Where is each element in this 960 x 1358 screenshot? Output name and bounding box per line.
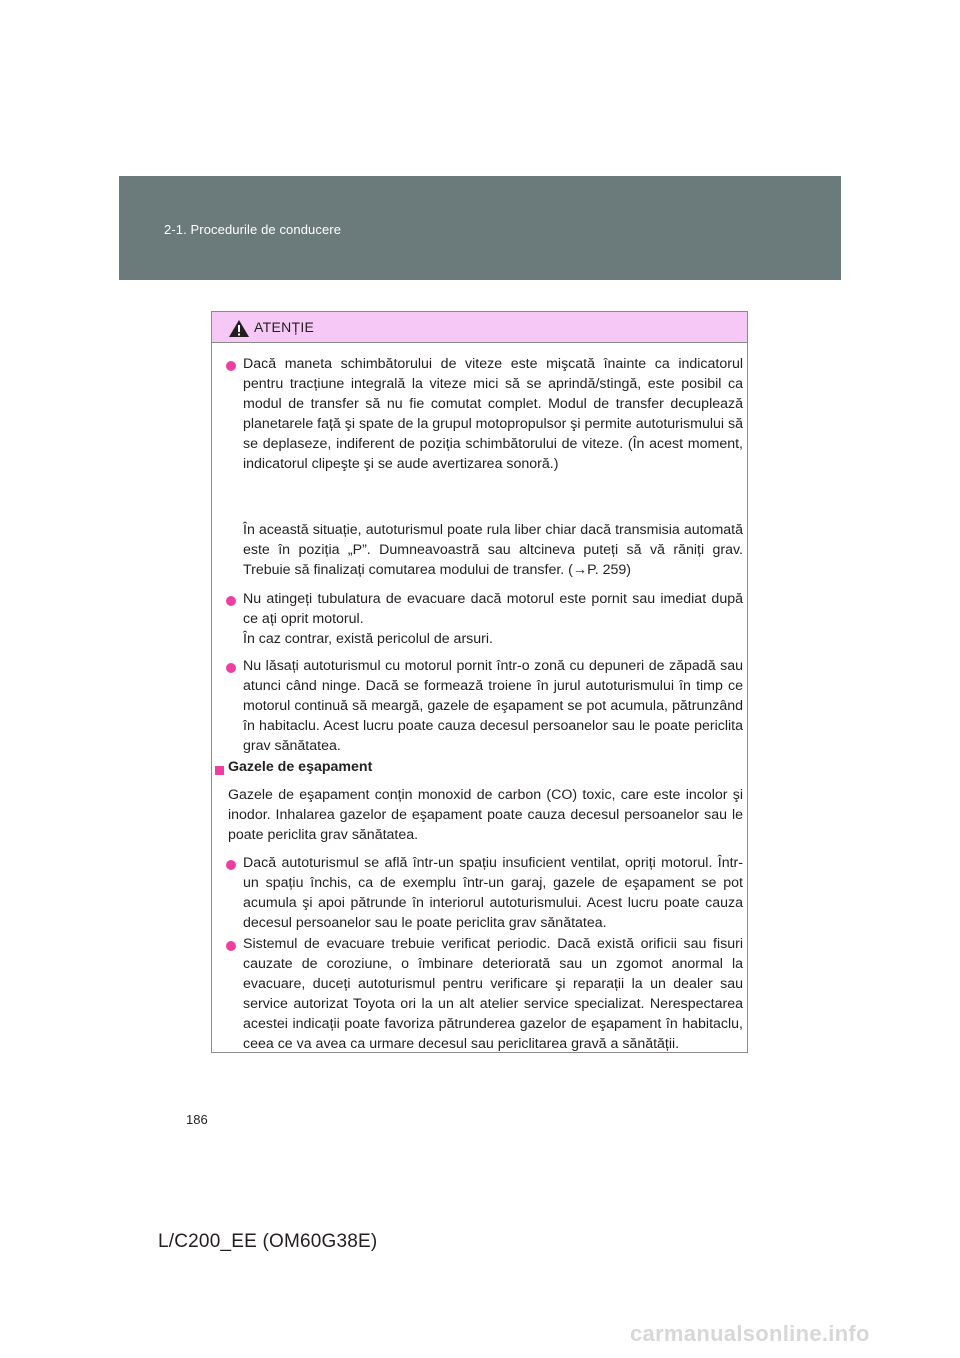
square-bullet-icon (215, 766, 224, 775)
bullet-text-1: Dacă maneta schimbătorului de viteze este mişcată înainte ca indicatorul pentru tracțiune integrală la viteze mici să se aprindă/stingă, este posibil ca modul de transfer să nu fie comutat complet. Modul de transfer decuplează planetarele față şi spate de la grupul motopropulsor şi permite autoturismului să se deplaseze, indiferent de poziția schimbătorului de viteze. (În acest moment, indicatorul clipeşte şi se aude avertizarea sonoră.) (243, 356, 743, 472)
section-heading: Gazele de eşapament (228, 759, 373, 775)
bullet-text-1-continued: În această situație, autoturismul poate rula liber chiar dacă transmisia automată este în poziția „P”. Dumneavoastră sau altcineva puteți să vă răniți grav. Trebuie să finalizați comutarea modului de transfer. (→P. 259) (243, 522, 743, 578)
bullet-text-3: Nu lăsați autoturismul cu motorul pornit într-o zonă cu depuneri de zăpadă sau atunci când ninge. Dacă se formează troiene în jurul autoturismului în timp ce motorul continuă să meargă, gazele de eşapament se pot acumula, pătrunzând în habitaclu. Acest lucru poate cauza decesul persoanelor sau le poate periclita grav sănătatea. (243, 658, 743, 754)
warning-triangle-icon (228, 319, 250, 338)
circle-bullet-icon (226, 941, 236, 951)
bullet-text-2: Nu atingeți tubulatura de evacuare dacă motorul este pornit sau imediat după ce ați oprit motorul. (243, 591, 743, 627)
circle-bullet-icon (226, 361, 236, 371)
section-text: Gazele de eşapament conțin monoxid de carbon (CO) toxic, care este incolor şi inodor. Inhalarea gazelor de eşapament poate cauza decesul persoanelor sau le poate periclita grav sănătatea. (228, 787, 743, 843)
bullet-text-4: Dacă autoturismul se află într-un spațiu insuficient ventilat, opriți motorul. Într-un spațiu închis, ca de exemplu într-un garaj, gazele de eşapament se pot acumula şi apoi pătrunde în interiorul autoturismului. Acest lucru poate cauza decesul persoanelor sau le poate periclita grav sănătatea. (243, 855, 743, 931)
circle-bullet-icon (226, 663, 236, 673)
warning-title: ATENȚIE (254, 319, 315, 335)
page-number: 186 (186, 1112, 208, 1127)
circle-bullet-icon (226, 860, 236, 870)
bullet-text-2-line-2: În caz contrar, există pericolul de arsuri. (243, 631, 493, 647)
circle-bullet-icon (226, 596, 236, 606)
section-title: 2-1. Procedurile de conducere (164, 222, 342, 237)
bullet-text-5: Sistemul de evacuare trebuie verificat periodic. Dacă există orificii sau fisuri cauzate de coroziune, o îmbinare deteriorată sau un zgomot anormal la evacuare, duceți autoturismul pentru verificare şi reparații la un dealer sau service autorizat Toyota ori la un alt atelier service specializat. Nerespectarea acestei indicații poate favoriza pătrunderea gazelor de eşapament în habitaclu, ceea ce va avea ca urmare decesul sau periclitarea gravă a sănătății. (243, 936, 743, 1052)
watermark: carmanualsonline.info (630, 1321, 870, 1346)
warning-header (212, 312, 747, 343)
warning-box (211, 311, 748, 1053)
header-band (119, 176, 841, 280)
document-code: L/C200_EE (OM60G38E) (158, 1231, 378, 1252)
